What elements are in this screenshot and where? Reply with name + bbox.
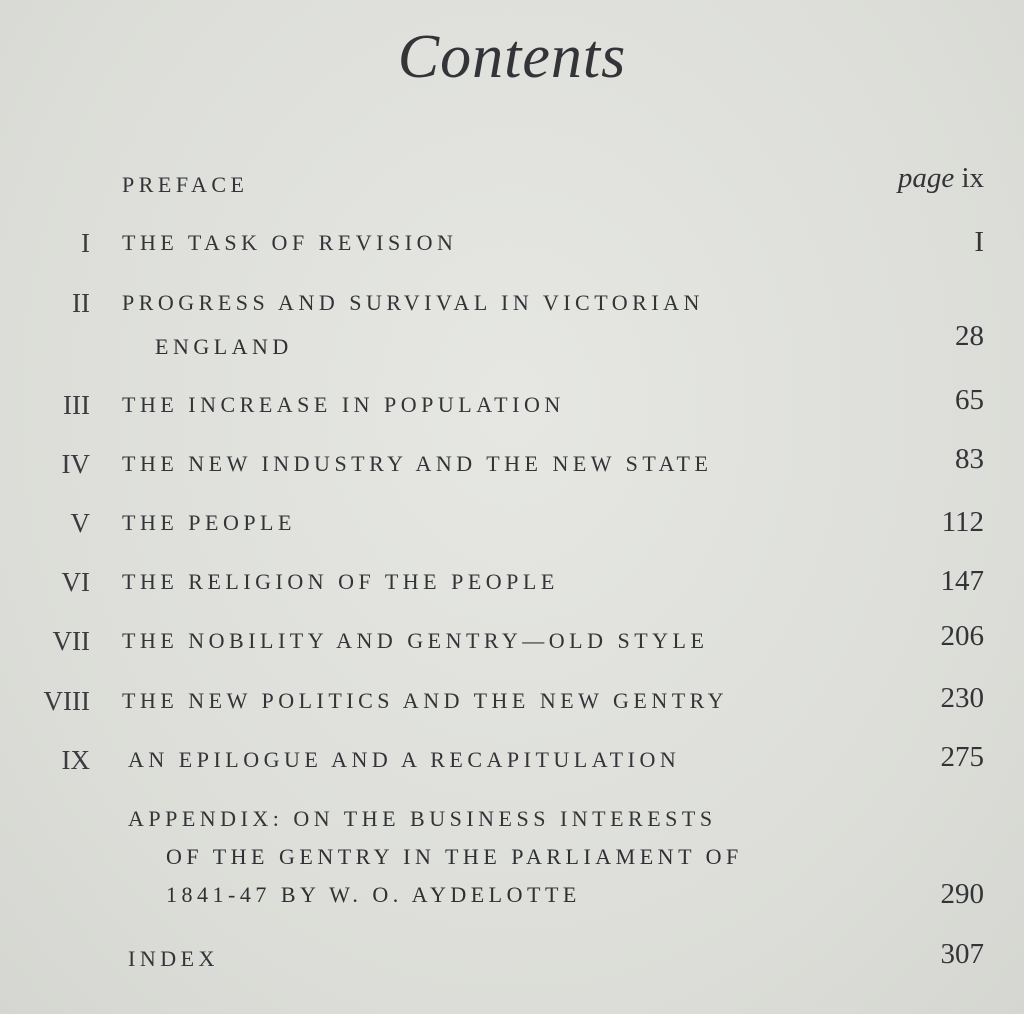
toc-page-number: 307 — [940, 938, 984, 970]
chapter-number: VI — [61, 567, 90, 597]
toc-entry — [0, 228, 1024, 268]
toc-page-number: 230 — [940, 682, 984, 714]
toc-page-number: 28 — [955, 320, 984, 352]
toc-label: PROGRESS AND SURVIVAL IN VICTORIAN — [122, 290, 704, 315]
chapter-number: IV — [61, 449, 90, 479]
chapter-number: VII — [52, 626, 90, 656]
toc-page-number: 290 — [940, 878, 984, 910]
toc-entry — [0, 508, 1024, 548]
toc-label: INDEX — [128, 946, 219, 971]
chapter-number: IX — [61, 745, 90, 775]
toc-entry — [0, 567, 1024, 607]
chapter-number: V — [70, 508, 90, 538]
toc-entry — [0, 741, 1024, 785]
toc-entry — [0, 443, 1024, 489]
toc-label: THE PEOPLE — [122, 510, 296, 535]
toc-entry — [0, 620, 1024, 666]
toc-entry — [0, 682, 1024, 726]
toc-label: THE INCREASE IN POPULATION — [122, 392, 565, 417]
toc-page-number: 147 — [940, 565, 984, 597]
toc-entry — [0, 384, 1024, 430]
toc-label: THE NOBILITY AND GENTRY—OLD STYLE — [122, 628, 709, 653]
toc-label: APPENDIX: ON THE BUSINESS INTERESTS — [128, 806, 717, 831]
toc-entry-preface — [0, 162, 1024, 210]
toc-entry — [0, 288, 1024, 368]
toc-entry-appendix — [0, 804, 1024, 924]
chapter-number: III — [63, 390, 90, 420]
toc-page-number: 65 — [955, 384, 984, 416]
toc-page-number: ix — [961, 162, 984, 194]
toc-label: THE RELIGION OF THE PEOPLE — [122, 569, 559, 594]
page-word: page — [897, 162, 955, 194]
toc-page-number: I — [974, 226, 984, 258]
toc-label-continued: OF THE GENTRY IN THE PARLIAMENT OF — [166, 844, 743, 869]
toc-label: THE NEW POLITICS AND THE NEW GENTRY — [122, 688, 729, 713]
chapter-number: II — [72, 288, 90, 318]
toc-label-continued: 1841-47 BY W. O. AYDELOTTE — [166, 882, 581, 907]
page-title: Contents — [397, 23, 627, 91]
toc-label: THE TASK OF REVISION — [122, 230, 458, 255]
toc-page — [898, 162, 984, 195]
toc-label: THE NEW INDUSTRY AND THE NEW STATE — [122, 451, 713, 476]
toc-entry-index — [0, 938, 1024, 984]
toc-page-number: 275 — [940, 741, 984, 773]
chapter-number: VIII — [43, 686, 90, 716]
toc-label-continued: ENGLAND — [155, 334, 293, 359]
toc-page-number: 83 — [955, 443, 984, 475]
toc-label: PREFACE — [122, 172, 249, 197]
toc-page-number: 112 — [941, 506, 984, 538]
toc-page-number: 206 — [940, 620, 984, 652]
chapter-number: I — [81, 228, 90, 258]
toc-label: AN EPILOGUE AND A RECAPITULATION — [128, 747, 681, 772]
